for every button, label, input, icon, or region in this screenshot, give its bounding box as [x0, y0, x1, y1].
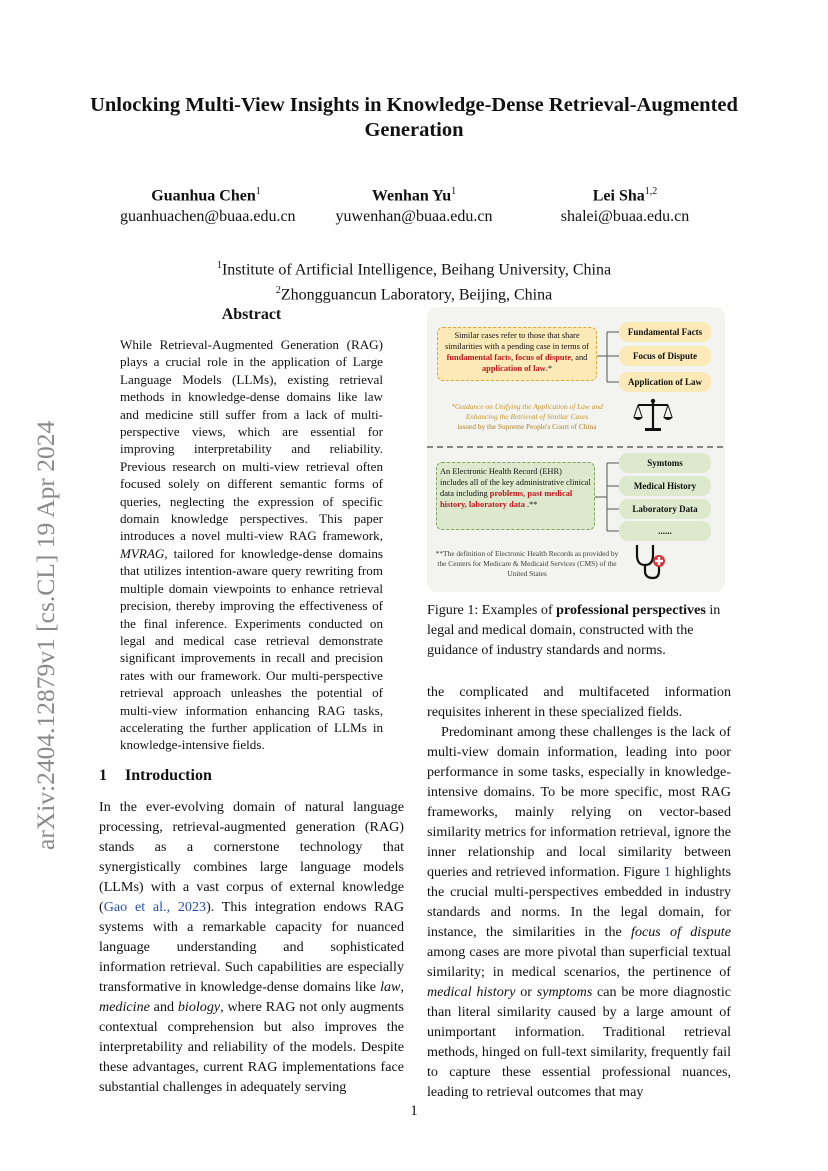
intro-text: and	[149, 999, 178, 1015]
law-perspective-pill: Focus of Dispute	[619, 346, 711, 366]
med-highlight: past medical history, laboratory data	[440, 489, 573, 509]
affiliation-1: Institute of Artificial Intelligence, Beihang University, China	[221, 261, 612, 279]
author-affil-sup: 1	[255, 186, 261, 197]
right-column-body	[427, 682, 731, 1102]
paragraph-text: Predominant among these challenges is the lack of multi-view domain information, leading into poor performance in some tasks, especially in knowledge-intensive domains. To be more specific, most RAG frameworks, mainly relying on vector-based similarity metrics for information retrieval, ignore the inner relationship and local similarity between queries and retrieved information. Figure	[427, 724, 731, 880]
arxiv-stamp	[14, 360, 64, 860]
paragraph-emphasis: symptoms	[536, 984, 593, 1000]
intro-emphasis: law	[380, 979, 401, 995]
intro-emphasis: biology	[177, 999, 221, 1015]
section-title: Introduction	[125, 767, 212, 784]
page-number: 1	[410, 1103, 418, 1119]
scales-of-justice-icon	[633, 397, 673, 433]
author-name: Guanhua Chen	[151, 187, 256, 205]
law-note-text: *Guidance on Unifying the Application of Law and Enhancing the Retrieval of Similar Cases	[451, 402, 603, 421]
caption-label: Figure 1: Examples of	[427, 602, 557, 618]
author-block	[120, 181, 296, 227]
intro-text: , where RAG not only augments contextual comprehension but also improves the interpretability and reliability of the models. Despite these advantages, current RAG implementations face substantial challenges in adequately serving	[99, 999, 404, 1095]
paragraph	[427, 722, 731, 1102]
med-definition-text: ,	[523, 489, 528, 498]
author-affil-sup: 1	[451, 186, 457, 197]
med-connector	[595, 463, 619, 531]
author-affil-sup: 1,2	[644, 186, 658, 197]
paragraph-text: the complicated and multifaceted information requisites inherent in these specialized fields.	[427, 684, 731, 720]
title-line-2: Generation	[364, 119, 464, 141]
intro-text: ). This integration endows RAG systems with a remarkable capacity for nuanced language understanding and sophisticated information retrieval. Such capabilities are especially transformative in knowledge-dense domains like	[99, 899, 404, 995]
abstract-body	[120, 336, 383, 754]
law-highlight: fundamental facts	[446, 353, 512, 362]
med-perspective-pill: Laboratory Data	[619, 499, 711, 519]
law-highlight: focus of dispute	[515, 353, 572, 362]
law-perspective-pill: Fundamental Facts	[619, 322, 711, 342]
title-line-1: Unlocking Multi-View Insights in Knowledge-Dense Retrieval-Augmented	[90, 94, 738, 116]
med-definition-text: An Electronic Health Record (EHR) includes all of the key administrative clinical data including	[440, 467, 591, 498]
paragraph	[427, 682, 731, 722]
med-definition-text: .**	[524, 500, 538, 509]
intro-text: In the ever-evolving domain of natural language processing, retrieval-augmented generation (RAG) stands as a cornerstone technology that synergistically combines large language models (LLMs) with a vast corpus of external knowledge (	[99, 799, 404, 915]
author-email: shalei@buaa.edu.cn	[560, 208, 690, 226]
author-email: guanhuachen@buaa.edu.cn	[120, 208, 296, 226]
law-highlight: application of law	[481, 364, 546, 373]
abstract-heading: Abstract	[221, 306, 282, 323]
law-source-note	[435, 402, 619, 432]
intro-paragraph	[99, 797, 404, 1097]
author-name: Lei Sha	[592, 187, 645, 205]
med-perspective-pill: Symtoms	[619, 453, 711, 473]
author-block	[325, 181, 503, 227]
affiliations	[0, 255, 828, 306]
law-definition-box	[437, 327, 597, 381]
author-block	[545, 181, 705, 227]
author-name: Wenhan Yu	[371, 187, 452, 205]
caption-bold: professional perspectives	[556, 602, 706, 618]
paragraph-text: or	[515, 984, 537, 1000]
intro-text: ,	[400, 979, 404, 995]
abstract-method-name: MVRAG	[120, 545, 165, 561]
affil-sup: 1	[216, 260, 222, 271]
law-note-issuer: issued by the Supreme People's Court of China	[457, 422, 597, 431]
paragraph-text: highlights the crucial multi-perspectives embedded in industry standards and norms. In the legal domain, for instance, the similarities in the	[427, 864, 732, 940]
law-definition-text: ,	[511, 353, 516, 362]
med-definition-box	[436, 462, 595, 530]
citation-link[interactable]: Gao et al., 2023	[103, 899, 207, 915]
abstract-text-2: , tailored for knowledge-dense domains that utilizes intention-aware query rewriting from multiple domain viewpoints to enhance retrieval precision, thereby improving the effectiveness of the final inference. Experiments conducted on legal and medical case retrieval demonstrate significant improvements in recall and precision rates with our framework. Our multi-perspective retrieval approach unleashes the potential of multi-view information enhancing RAG tasks, accelerating the further application of LLMs in knowledge-intensive fields.	[120, 545, 383, 753]
paragraph-emphasis: focus of dispute	[631, 924, 731, 940]
author-email: yuwenhan@buaa.edu.cn	[335, 208, 493, 226]
med-highlight: problems	[489, 489, 524, 498]
section-heading-introduction	[99, 767, 212, 785]
affil-sup: 2	[275, 285, 281, 297]
med-perspective-pill: Medical History	[619, 476, 711, 496]
paper-title	[80, 93, 748, 143]
arxiv-identifier: arXiv:2404.12879v1 [cs.CL] 19 Apr 2024	[31, 420, 60, 850]
paragraph-text: among cases are more pivotal than superficial textual similarity; in medical scenarios, the pertinence of	[427, 944, 731, 980]
law-definition-text: Similar cases refer to those that share similarities with a pending case in terms of	[445, 331, 589, 351]
law-definition-text: , and	[571, 353, 588, 362]
law-connector	[597, 332, 619, 382]
caption-text: in legal and medical domain, constructed with the guidance of industry standards and norms.	[427, 602, 721, 658]
paragraph-text: can be more diagnostic than literal similarity caused by a large amount of unimportant information. Traditional retrieval methods, hinged on full-text similarity, frequently fail to capture these essential professional nuances, leading to retrieval outcomes that may	[427, 984, 731, 1100]
section-number: 1	[99, 767, 107, 784]
figure-1	[427, 307, 725, 592]
paragraph-emphasis: medical history	[427, 984, 516, 1000]
affiliation-2: Zhongguancun Laboratory, Beijing, China	[280, 286, 553, 304]
abstract-text-1: While Retrieval-Augmented Generation (RAG) plays a crucial role in the application of Large Language Models (LLMs), existing retrieval methods in knowledge-dense domains like law and medicine still suffer from a lack of multi-perspective views, which are essential for improving interpretability and reliability. Previous research on multi-view retrieval often focused solely on different semantic forms of queries, neglecting the expression of specific domain knowledge perspectives. This paper introduces a novel multi-view RAG framework,	[120, 337, 383, 544]
law-perspective-pill: Application of Law	[619, 372, 711, 392]
figure-reference-link[interactable]: 1	[663, 864, 671, 880]
med-perspective-pill: ......	[619, 521, 711, 541]
law-definition-text: .*	[545, 364, 553, 373]
intro-emphasis: medicine	[99, 999, 150, 1015]
figure-caption	[427, 600, 731, 660]
stethoscope-icon	[633, 543, 669, 581]
med-source-note: **The definition of Electronic Health Records as provided by the Centers for Medicare & Medicaid Services (CMS) of the United States	[435, 549, 619, 578]
